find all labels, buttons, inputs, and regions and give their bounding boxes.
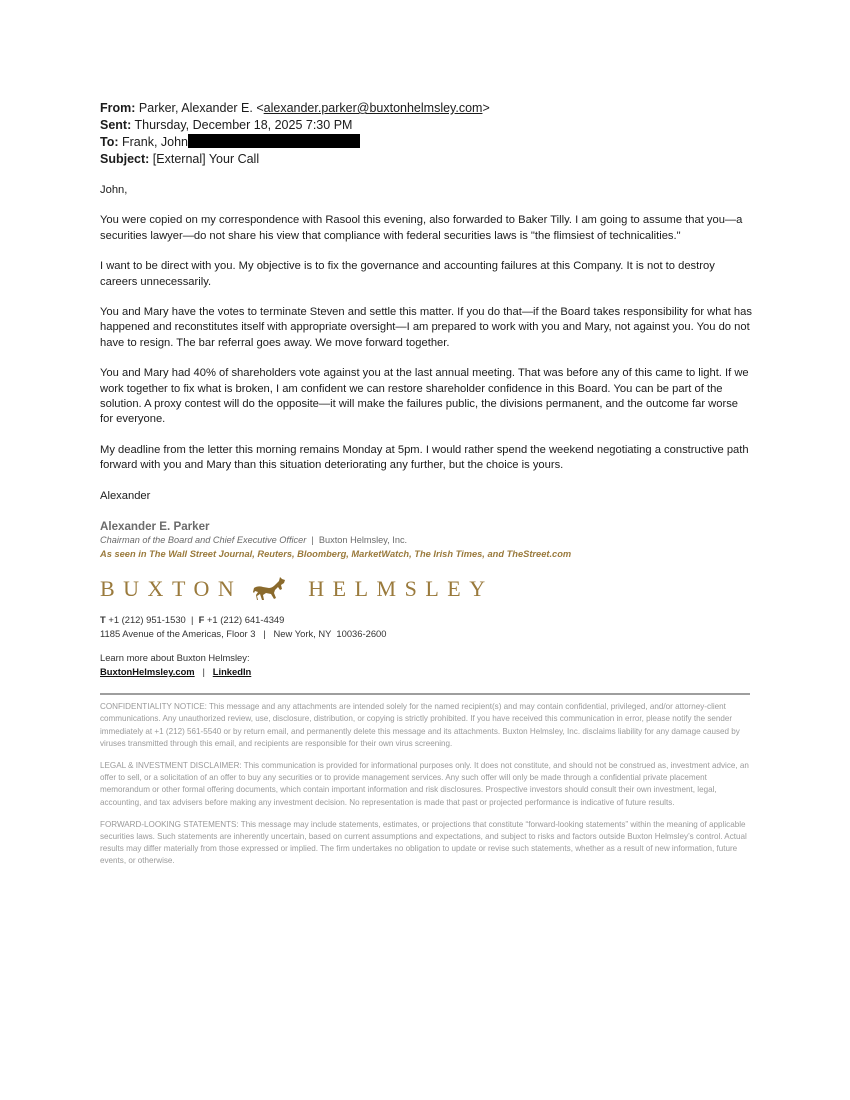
signature-name: Alexander E. Parker xyxy=(100,520,210,534)
linkedin-link[interactable]: LinkedIn xyxy=(212,666,252,678)
links-line: BuxtonHelmsley.com | LinkedIn xyxy=(100,666,252,678)
phone-line: T +1 (212) 951-1530 | F +1 (212) 641-4349 xyxy=(100,614,285,626)
subject-value: [External] Your Call xyxy=(152,152,260,166)
contact-info xyxy=(100,613,752,641)
company-logo xyxy=(100,573,752,605)
logo-text-right: HELMSLEY xyxy=(308,576,494,602)
sent-line xyxy=(100,117,752,134)
body-paragraph: You and Mary had 40% of shareholders vote against you at the last annual meeting. That was before any of this came to light. If we work together to fix what is broken, I am confident we can restore shareholder confidence in this Board. You can be part of the solution. A proxy contest will do the opposite—it will make the failures public, the divisions permanent, and the outcome far worse for everyone. xyxy=(100,367,749,426)
signature-separator: | xyxy=(311,535,314,546)
horse-icon xyxy=(252,575,290,603)
investment-disclaimer: LEGAL & INVESTMENT DISCLAIMER: This communication is provided for informational purposes only. It does not constitute, and should not be construed as, investment advice, an offer to sell, or a solicitation of an offer to buy any securities or to provide management services. Any such offer will only be made through a confidential private placement memorandum or other formal offering documents, which contain important information and risk disclosures. Prospective investors should consult their own investment, legal, accounting, and tax advisers before making any investment decision. No representation is made that past or projected performance is indicative of future results. xyxy=(100,760,749,807)
learn-more-label: Learn more about Buxton Helmsley: xyxy=(100,652,250,664)
to-value: Frank, John xyxy=(122,135,189,149)
as-seen-in: As seen in The Wall Street Journal, Reuters, Bloomberg, MarketWatch, The Irish Times, and TheStreet.com xyxy=(100,549,572,560)
email-document xyxy=(100,100,752,878)
subject-label: Subject: xyxy=(100,152,150,166)
subject-line xyxy=(100,151,752,168)
confidentiality-notice: CONFIDENTIALITY NOTICE: This message and any attachments are intended solely for the named recipient(s) and may contain confidential, privileged, and/or attorney-client communications. Any unauthorized review, use, disclosure, distribution, or copying is strictly prohibited. If you have received this communication in error, please notify the sender immediately at +1 (212) 561-5540 or by return email, and permanently delete this message and its attachments. Buxton Helmsley, Inc. disclaims liability for any damage caused by viruses transmitted through this email, and recipients are responsible for their own virus screening. xyxy=(100,702,740,748)
to-label: To: xyxy=(100,135,119,149)
signature-company: Buxton Helmsley, Inc. xyxy=(318,535,408,546)
redaction-bar xyxy=(188,134,360,148)
from-email-link[interactable]: alexander.parker@buxtonhelmsley.com xyxy=(263,101,483,115)
from-line xyxy=(100,100,752,117)
to-line xyxy=(100,134,752,151)
phone-label: T xyxy=(100,614,106,626)
body-paragraph: You were copied on my correspondence with Rasool this evening, also forwarded to Baker Tilly. I am going to assume that you—a securities lawyer—do not share his view that compliance with federal securities laws is "the flimsiest of technicalities." xyxy=(100,214,743,242)
signature-title: Chairman of the Board and Chief Executive Officer xyxy=(100,535,307,546)
phone-number: +1 (212) 951-1530 xyxy=(108,614,186,626)
body-paragraph: You and Mary have the votes to terminate Steven and settle this matter. If you do that—if the Board takes responsibility for what has happened and reconstitutes itself with appropriate oversight—I am prepared to work with you and Mary, not against you. You do not have to resign. The bar referral goes away. We move forward together. xyxy=(100,306,752,349)
from-label: From: xyxy=(100,101,136,115)
address: 1185 Avenue of the Americas, Floor 3 | New York, NY 10036-2600 xyxy=(100,628,387,640)
fax-label: F xyxy=(198,614,205,626)
closing: Alexander xyxy=(100,489,151,502)
email-header xyxy=(100,100,752,168)
logo-text-left: BUXTON xyxy=(100,576,243,602)
from-close: > xyxy=(482,101,490,115)
body-paragraph: I want to be direct with you. My objective is to fix the governance and accounting failures at this Company. It is not to destroy careers unnecessarily. xyxy=(100,260,715,288)
learn-more xyxy=(100,651,752,679)
greeting: John, xyxy=(100,184,128,196)
email-body xyxy=(100,183,752,504)
signature-title-line xyxy=(100,534,752,547)
signature-block xyxy=(100,520,752,679)
divider xyxy=(100,693,750,695)
sent-value: Thursday, December 18, 2025 7:30 PM xyxy=(134,118,353,132)
forward-looking-statements: FORWARD-LOOKING STATEMENTS: This message may include statements, estimates, or projections that constitute “forward-looking statements” within the meaning of applicable securities laws. Such statements are inherently uncertain, based on current assumptions and expectations, and subject to risks and factors outside Buxton Helmsley’s control. Actual results may differ materially from those expressed or implied. The firm undertakes no obligation to update or revise such statements, whether as a result of new information, future events, or otherwise. xyxy=(100,819,747,866)
body-paragraph: My deadline from the letter this morning remains Monday at 5pm. I would rather spend the weekend negotiating a constructive path forward with you and Mary than this situation deteriorating any further, but the choice is yours. xyxy=(100,443,749,472)
fax-number: +1 (212) 641-4349 xyxy=(206,614,285,626)
website-link[interactable]: BuxtonHelmsley.com xyxy=(100,666,195,678)
from-name: Parker, Alexander E. < xyxy=(138,101,264,115)
legal-notices xyxy=(100,701,752,867)
sent-label: Sent: xyxy=(100,118,132,132)
